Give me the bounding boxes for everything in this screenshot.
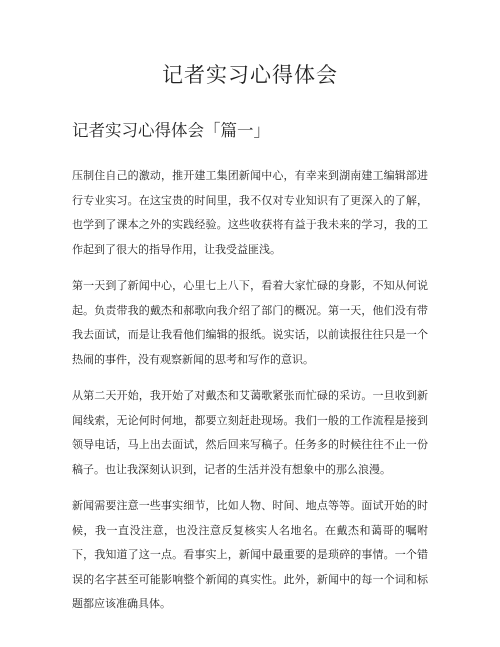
paragraph-2: 第一天到了新闻中心，心里七上八下，看着大家忙碌的身影，不知从何说起。负责带我的戴杰和郝歌向我介绍了部门的概况。第一天，他们没有带我去面试，而是让我看他们编辑的报纸。说实话，以前读报往往只是一个热闹的事件，没有观察新闻的思考和写作的意识。 [72,279,428,366]
document-body [72,164,428,617]
paragraph-3: 从第二天开始，我开始了对戴杰和艾蔼歌紧张而忙碌的采访。一旦收到新闻线索，无论何时何地，都要立刻赶赴现场。我们一般的工作流程是接到领导电话，马上出去面试，然后回来写稿子。任务多的时候往往不止一份稿子。也让我深刻认识到，记者的生活并没有想象中的那么浪漫。 [72,389,428,476]
paragraph-4: 新闻需要注意一些事实细节，比如人物、时间、地点等等。面试开始的时候，我一直没注意，也没注意反复核实人名地名。在戴杰和蔼哥的嘱咐下，我知道了这一点。看事实上，新闻中最重要的是琐碎的事情。一个错误的名字甚至可能影响整个新闻的真实性。此外，新闻中的每一个词和标题都应该准确具体。 [72,499,428,610]
paragraph-1: 压制住自己的激动，推开建工集团新闻中心，有幸来到湖南建工编辑部进行专业实习。在这宝贵的时间里，我不仅对专业知识有了更深入的了解，也学到了课本之外的实践经验。这些收获将有益于我未来的学习，我的工作起到了很大的指导作用，让我受益匪浅。 [72,169,428,256]
section-title: 记者实习心得体会「篇一」 [72,121,270,140]
document-title: 记者实习心得体会 [162,63,338,87]
